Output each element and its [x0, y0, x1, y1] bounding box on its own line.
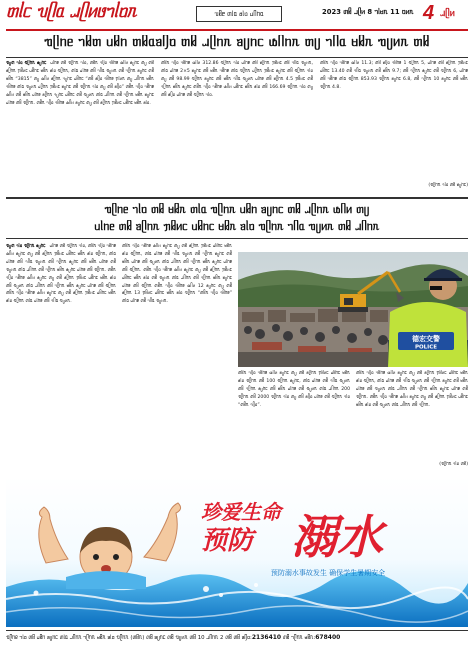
article2-column-1 [6, 243, 116, 468]
masthead-rule [6, 29, 468, 31]
divider [6, 57, 468, 58]
footer [6, 634, 468, 642]
issue-date: 2023 ᥖᥤ ᥘᥫᥢ 8 ᥐᥣᥛᥰ 11 ᥝᥢᥰ [322, 8, 414, 16]
police-sign-text: 德宏交警 [412, 335, 440, 343]
section-divider [6, 197, 468, 199]
article1-byline: ᥓᥩᥖ ᥐᥣᥝ ᥓᥫᥒᥰ ᥑᥩᥒᥴ [6, 61, 47, 66]
article2-byline: ᥓᥩᥖ ᥐᥣᥝ ᥓᥫᥒᥰ ᥑᥩᥒᥴ [6, 244, 46, 249]
banner-slogan: 预防溺水事故发生 确保学生暑期安全 [270, 569, 386, 577]
article2-credit: (ᥓᥫᥒᥰ ᥐᥣᥝ ᥖᥤ) [439, 462, 468, 467]
article1-column-2: ᥖᥤᥰ ᥐᥦᥝ ᥐᥤᥒᥱ ᥚᥥᥢ 312.86 ᥓᥫᥒᥰ ᥐᥣᥝ ᥙᥣᥒᥱ ᥖᥤ ᥑᥫᥒᥰ ᥟᥤᥢᥴ ᥖᥤ ᥐᥥᥲ ᥓᥩᥢᥰ, ᥖᥣᥲ ᥙᥣᥒᥱ 2×5 ᥑᥩᥒᥴ ᥖᥤ ᥛᥤᥰ ᥐᥤᥒᥱ ᥖᥣᥲ ᥓᥫᥒᥰ ᥙᥫᥒᥰ ᥟᥤᥢᥴ ᥑᥩᥒᥴ ᥖᥤ ᥓᥫᥒᥰ ᥐᥣᥝ ᥖᥩ ᥖᥤ 98.99 ᥓᥫᥒᥰ ᥑᥩᥒᥴ ᥖᥤ ᥛᥤᥰ ᥐᥥᥲ ᥓᥩᥢᥰ ᥙᥣᥒᥱ ᥖᥤ ᥑᥫᥒᥰ 4.5 ᥟᥤᥢᥴ ᥖᥤ ᥐᥫᥒᥰ ᥛᥤᥰ ᥑᥩᥒᥴ ᥖᥤᥰ ᥐᥦᥝ ᥐᥤᥒᥱ ᥚᥥᥢ ᥙᥤᥒᥴ ᥛᥤᥰ ᥑᥣᥝ ᥖᥤ 166.69 ᥓᥫᥒᥰ ᥐᥣᥝ ᥖᥩ ᥖᥤ ᥑᥦᥝ ᥙᥣᥒᥱ ᥖᥤ ᥓᥫᥒᥰ ᥐᥣᥝ. [161, 61, 313, 98]
banner-title-big: 溺水 [291, 510, 383, 564]
police-label: POLICE [414, 344, 438, 351]
article1-headline: ᥓᥫᥒᥱ ᥐᥤᥖ ᥙᥤᥒ ᥖᥤᥲᥑᥦᥝ ᥖᥤ ᥘᥫᥒᥰ ᥑᥩᥒᥴ ᥚᥥᥒᥰ ᥖᥩ ᥐᥥᥲ ᥛᥤᥰ ᥓᥩᥢᥰ ᥖᥤ [44, 35, 430, 50]
article2-column-2: ᥖᥤᥰ ᥐᥦᥝ ᥐᥤᥒᥱ ᥚᥥᥢ ᥑᥩᥒᥴ ᥖᥩ ᥖᥤ ᥑᥫᥒᥰ ᥟᥤᥢᥴ ᥙᥤᥒᥴ ᥛᥤᥰ ᥑᥣᥝ ᥓᥫᥒᥰ, ᥖᥣᥲ ᥙᥣᥒᥱ ᥖᥤ ᥐᥥᥲ ᥓᥩᥢᥰ ᥖᥤ ᥐᥫᥒᥰ ᥑᥩᥒᥴ ᥖᥤ ᥛᥤᥰ ᥙᥣᥒᥱ ᥖᥤ ᥓᥩᥢᥰ ᥖᥣᥲ ᥘᥥᥒᥰ ᥖᥤ ᥐᥫᥒᥰ ᥛᥤᥰ ᥑᥩᥒᥴ ᥙᥣᥒᥱ ᥖᥤ ᥓᥫᥒᥰ. ᥖᥤᥰ ᥐᥦᥝ ᥐᥤᥒᥱ ᥚᥥᥢ ᥑᥩᥒᥴ ᥖᥩ ᥖᥤ ᥑᥫᥒᥰ ᥟᥤᥢᥴ ᥙᥤᥒᥴ ᥛᥤᥰ ᥑᥣᥝ ᥖᥤ ᥓᥩᥢᥰ ᥖᥣᥲ ᥘᥥᥒᥰ ᥖᥤ ᥐᥫᥒᥰ ᥛᥤᥰ ᥑᥩᥒᥴ ᥙᥣᥒᥱ ᥖᥤ ᥓᥫᥒᥰ ᥖᥤᥰ ᥐᥦᥝ ᥐᥤᥒᥱ ᥚᥥᥢ 12 ᥑᥩᥒᥴ ᥖᥩ ᥖᥤ ᥑᥫᥒᥰ 13 ᥟᥤᥢᥴ ᥙᥤᥒᥴ ᥛᥤᥰ ᥑᥣᥝ ᥓᥫᥒᥰ “ᥖᥤᥰ ᥐᥦᥝ ᥐᥤᥒᥱ” ᥖᥣᥲ ᥙᥣᥒᥱ ᥖᥤ ᥐᥥᥲ ᥓᥩᥢᥰ. [122, 244, 232, 305]
newspaper-logo: ᥖᥣᥴ ᥔᥫᥲ ᥘᥫᥢᥳᥐᥣᥝᥰ [6, 2, 137, 22]
article2-column-4: ᥖᥤᥰ ᥐᥦᥝ ᥐᥤᥒᥱ ᥚᥥᥢ ᥑᥩᥒᥴ ᥖᥩ ᥖᥤ ᥑᥫᥒᥰ ᥟᥤᥢᥴ ᥙᥤᥒᥴ ᥛᥤᥰ ᥑᥣᥝ ᥓᥫᥒᥰ, ᥖᥣᥲ ᥙᥣᥒᥱ ᥖᥤ ᥐᥥᥲ ᥓᥩᥢᥰ ᥖᥤ ᥐᥫᥒᥰ ᥑᥩᥒᥴ ᥖᥤ ᥛᥤᥰ ᥙᥣᥒᥱ ᥖᥤ ᥓᥩᥢᥰ ᥖᥣᥲ ᥘᥥᥒᥰ ᥖᥤ ᥐᥫᥒᥰ ᥛᥤᥰ ᥑᥩᥒᥴ ᥙᥣᥒᥱ ᥖᥤ ᥓᥫᥒᥰ. ᥖᥤᥰ ᥐᥦᥝ ᥐᥤᥒᥱ ᥚᥥᥢ ᥑᥩᥒᥴ ᥖᥩ ᥖᥤ ᥑᥫᥒᥰ ᥟᥤᥢᥴ ᥙᥤᥒᥴ ᥛᥤᥰ ᥑᥣᥝ ᥖᥤ ᥓᥩᥢᥰ ᥖᥣᥲ ᥘᥥᥒᥰ ᥖᥤ ᥐᥫᥒᥰ. [356, 371, 468, 408]
article2-column-3: ᥖᥤᥰ ᥐᥦᥝ ᥐᥤᥒᥱ ᥚᥥᥢ ᥑᥩᥒᥴ ᥖᥩ ᥖᥤ ᥑᥫᥒᥰ ᥟᥤᥢᥴ ᥙᥤᥒᥴ ᥛᥤᥰ ᥑᥣᥝ ᥓᥫᥒᥰ ᥖᥤ 100 ᥓᥫᥒᥰ ᥑᥩᥒᥴ, ᥖᥣᥲ ᥙᥣᥒᥱ ᥖᥤ ᥐᥥᥲ ᥓᥩᥢᥰ ᥖᥤ ᥐᥫᥒᥰ ᥑᥩᥒᥴ ᥖᥤ ᥛᥤᥰ ᥙᥣᥒᥱ ᥖᥤ ᥓᥩᥢᥰ ᥖᥣᥲ ᥘᥥᥒᥰ 200 ᥓᥫᥒᥰ ᥖᥤ 2000 ᥓᥫᥒᥰ ᥐᥣᥝ ᥖᥩ ᥖᥤ ᥑᥦᥝ ᥙᥣᥒᥱ ᥖᥤ ᥓᥫᥒᥰ ᥐᥣᥝ “ᥖᥤᥰ ᥐᥦᥝ”. [238, 371, 350, 408]
footer-address: ᥓᥫᥒᥱ ᥐᥣᥝ ᥖᥤ ᥙᥤᥒ ᥑᥩᥒᥴ ᥖᥣᥲ ᥘᥥᥒᥰ ᥐᥫᥒᥰ ᥛᥤᥰ ᥑᥣᥝ ᥓᥫᥒᥰ (ᥖᥤᥰ) ᥖᥤ ᥑᥩᥒᥴ ᥖᥤ ᥓᥩᥢᥰ ᥖᥤ 10 ᥘᥥᥒᥰ 2 ᥖᥤ [6, 635, 232, 641]
banner-title-top: 珍爱生命 [201, 500, 281, 524]
section-label: ᥔᥤᥱ ᥖᥣᥲ ᥑᥣᥝ ᥙᥥᥒᥲ [196, 6, 282, 22]
page-number: 4 [423, 2, 435, 24]
banner-title-bottom: 预防 [201, 526, 254, 556]
page-badge [423, 2, 469, 24]
article2-headline-line2: ᥙᥣᥒᥱ ᥖᥤ ᥑᥫᥒᥰ ᥟᥤᥢᥴ ᥙᥤᥒᥴ ᥛᥤᥰ ᥑᥣᥝ ᥓᥫᥒᥰ ᥐᥥᥲ ᥓᥩᥢᥰ ᥖᥤ ᥘᥥᥒᥰ [94, 220, 380, 233]
article2-col1-text: ᥙᥣᥒᥱ ᥖᥤ ᥓᥫᥒᥰ ᥐᥣᥝ, ᥖᥤᥰ ᥐᥦᥝ ᥐᥤᥒᥱ ᥚᥥᥢ ᥑᥩᥒᥴ ᥖᥩ ᥖᥤ ᥑᥫᥒᥰ ᥟᥤᥢᥴ ᥙᥤᥒᥴ ᥛᥤᥰ ᥑᥣᥝ ᥓᥫᥒᥰ, ᥖᥣᥲ ᥙᥣᥒᥱ ᥖᥤ ᥐᥥᥲ ᥓᥩᥢᥰ ᥖᥤ ᥐᥫᥒᥰ ᥑᥩᥒᥴ ᥖᥤ ᥛᥤᥰ ᥙᥣᥒᥱ ᥖᥤ ᥓᥩᥢᥰ ᥖᥣᥲ ᥘᥥᥒᥰ ᥖᥤ ᥐᥫᥒᥰ ᥛᥤᥰ ᥑᥩᥒᥴ ᥙᥣᥒᥱ ᥖᥤ ᥓᥫᥒᥰ. ᥖᥤᥰ ᥐᥦᥝ ᥐᥤᥒᥱ ᥚᥥᥢ ᥑᥩᥒᥴ ᥖᥩ ᥖᥤ ᥑᥫᥒᥰ ᥟᥤᥢᥴ ᥙᥤᥒᥴ ᥛᥤᥰ ᥑᥣᥝ ᥖᥤ ᥓᥩᥢᥰ ᥖᥣᥲ ᥘᥥᥒᥰ ᥖᥤ ᥐᥫᥒᥰ ᥛᥤᥰ ᥑᥩᥒᥴ ᥙᥣᥒᥱ ᥖᥤ ᥓᥫᥒᥰ ᥖᥤᥰ ᥐᥦᥝ ᥐᥤᥒᥱ ᥚᥥᥢ ᥑᥩᥒᥴ ᥖᥩ ᥖᥤ ᥑᥫᥒᥰ ᥟᥤᥢᥴ ᥙᥤᥒᥴ ᥛᥤᥰ ᥑᥣᥝ ᥓᥫᥒᥰ ᥖᥣᥲ ᥙᥣᥒᥱ ᥖᥤ ᥐᥥᥲ ᥓᥩᥢᥰ. [6, 244, 116, 305]
footer-rule [6, 630, 468, 631]
article1-column-3: ᥖᥤᥰ ᥐᥦᥝ ᥐᥤᥒᥱ ᥚᥥᥢ 11.3; ᥖᥤ ᥑᥦᥝ ᥐᥤᥒᥱ 1 ᥓᥫᥒᥰ 5, ᥙᥣᥒᥱ ᥖᥤ ᥑᥫᥒᥰ ᥟᥤᥢᥴ ᥙᥤᥒᥴ 13.40 ᥖᥤ ᥐᥥᥲ ᥓᥩᥢᥰ ᥖᥤ ᥛᥤᥰ 9.7; ᥖᥤ ᥐᥫᥒᥰ ᥑᥩᥒᥴ ᥖᥤ ᥓᥫᥒᥰ 6, ᥙᥣᥒᥱ ᥖᥤ ᥐᥤᥒᥱ ᥖᥣᥲ ᥓᥫᥒᥰ 853.93 ᥓᥫᥒᥰ ᥑᥩᥒᥴ 6.8, ᥖᥤ ᥐᥫᥒᥰ 10 ᥑᥩᥒᥴ ᥖᥤ ᥛᥤᥰ ᥓᥫᥒᥰ 4.8. [320, 61, 468, 90]
footer-tel-label: ᥖᥤ ᥑᥦᥝ: [233, 635, 252, 641]
banner-artwork [6, 477, 468, 627]
news-photo [238, 252, 468, 367]
footer-tel: 2136410 [251, 634, 282, 641]
page-edition: ᥘᥫᥢ [440, 9, 455, 19]
drowning-prevention-banner [6, 477, 468, 627]
footer-fax: 678400 [315, 634, 341, 641]
article2-headline-line1: ᥓᥫᥒᥱ ᥐᥣᥝ ᥖᥤ ᥛᥤᥰ ᥖᥣᥲ ᥓᥫᥒᥰ ᥙᥤᥒ ᥑᥩᥒᥴ ᥖᥤ ᥘᥫᥒᥰ ᥚᥥᥢ ᥖᥩ [104, 203, 370, 216]
footer-fax-label: ᥖᥤ ᥐᥫᥒᥰ ᥛᥤᥰ: [282, 635, 316, 641]
divider [6, 238, 468, 239]
masthead [0, 0, 474, 28]
article1-column-1 [6, 60, 154, 192]
article1-credit: (ᥓᥫᥒᥰ ᥐᥣᥝ ᥖᥤ ᥑᥩᥒᥴ) [428, 183, 468, 188]
scrapyard-police-photo [238, 252, 468, 367]
article1-col1-text: ᥙᥣᥒᥱ ᥖᥤ ᥓᥫᥒᥰ ᥐᥣᥝ, ᥖᥤᥰ ᥐᥦᥝ ᥐᥤᥒᥱ ᥚᥥᥢ ᥑᥩᥒᥴ ᥖᥩ ᥖᥤ ᥑᥫᥒᥰ ᥟᥤᥢᥴ ᥙᥤᥒᥴ ᥛᥤᥰ ᥑᥣᥝ ᥓᥫᥒᥰ, ᥖᥣᥲ ᥙᥣᥒᥱ ᥖᥤ ᥐᥥᥲ ᥓᥩᥢᥰ ᥖᥤ ᥐᥫᥒᥰ ᥑᥩᥒᥴ ᥖᥤ ᥛᥤᥰ “3815” ᥖᥩ ᥚᥥᥢ ᥑᥫᥒᥰ ᥐᥩᥒᥴ ᥙᥤᥒᥴ “ᥖᥤ ᥑᥦᥝ ᥐᥤᥒᥱ ᥟᥣᥢᥰ ᥖᥩ ᥘᥥᥒᥰ ᥛᥤᥰ ᥐᥤᥒᥱ ᥖᥣᥲ ᥓᥩᥢᥰ ᥙᥫᥒᥰ ᥟᥤᥢᥴ ᥑᥩᥒᥴ ᥖᥤ ᥓᥫᥒᥰ ᥐᥣᥝ ᥖᥩ ᥖᥤ ᥑᥦᥝ” ᥖᥤᥰ ᥐᥦᥝ ᥐᥤᥒᥱ ᥚᥥᥢ ᥖᥤ ᥛᥤᥰ ᥙᥣᥒᥱ ᥑᥫᥒᥰ ᥐᥩᥒᥴ ᥙᥤᥒᥴ ᥖᥤ ᥓᥩᥢᥰ ᥖᥣᥲ ᥘᥥᥒᥰ ᥖᥤ ᥐᥫᥒᥰ ᥛᥤᥰ ᥑᥩᥒᥴ ᥙᥣᥒᥱ ᥖᥤ ᥓᥫᥒᥰ. ᥖᥤᥰ ᥐᥦᥝ ᥐᥤᥒᥱ ᥚᥥᥢ ᥑᥩᥒᥴ ᥖᥩ ᥖᥤ ᥑᥫᥒᥰ ᥟᥤᥢᥴ ᥙᥤᥒᥴ ᥛᥤᥰ ᥑᥣᥝ. [6, 61, 154, 106]
